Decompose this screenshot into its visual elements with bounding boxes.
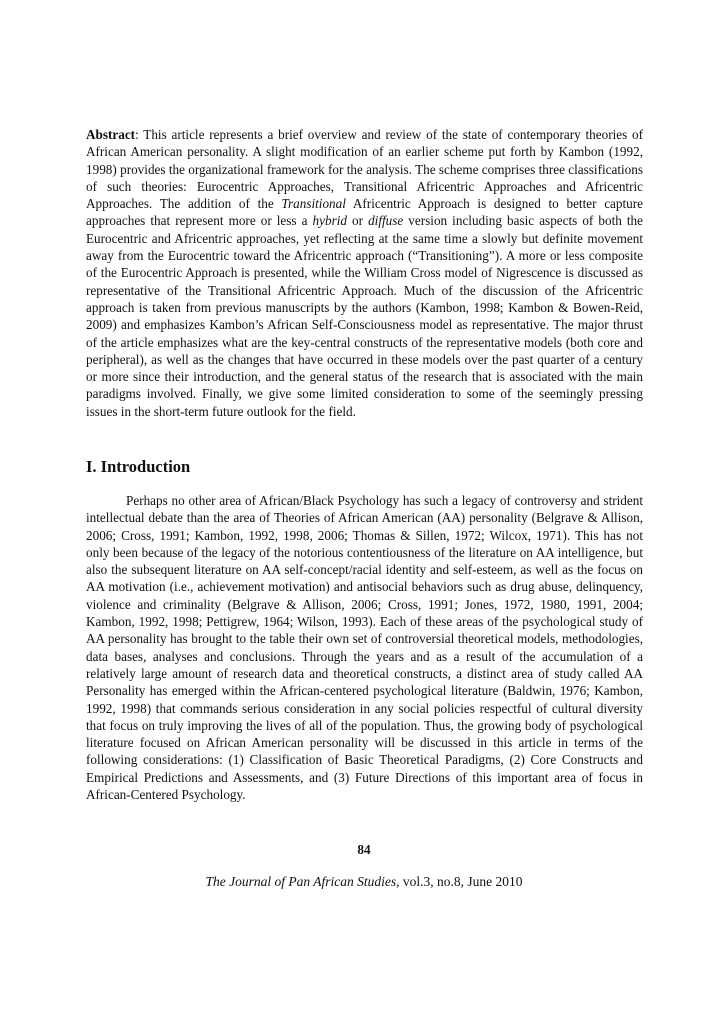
abstract-text-3: or xyxy=(346,213,369,229)
abstract-text-1: : This article represents a brief overview and review of the state of contemporary theories of African American personality. A slight modification of an earlier scheme put forth by Kambon (1992, 1998) provides the organizational framework for the analysis. The scheme comprises three classifications of such theories: Eurocentric Approaches, Transitional Africentric Approaches and Africentric Approaches. The addition of the xyxy=(86,127,643,212)
journal-details: , vol.3, no.8, June 2010 xyxy=(396,874,523,889)
introduction-paragraph: Perhaps no other area of African/Black Psychology has such a legacy of controversy and strident intellectual debate than the area of Theories of African American (AA) personality (Belgrave & Allison, 2006; Cross, 1991; Kambon, 1992, 1998, 2006; Thomas & Sillen, 1972; Wilcox, 1971). This has not only been because of the legacy of the notorious contentiousness of the literature on AA intelligence, but also the subsequent literature on AA self-concept/racial identity and self-esteem, as well as the focus on AA motivation (i.e., achievement motivation) and antisocial behaviors such as drug abuse, delinquency, violence and criminality (Belgrave & Allison, 2006; Cross, 1991; Jones, 1972, 1980, 1991, 2004; Kambon, 1992, 1998; Pettigrew, 1964; Wilson, 1993). Each of these areas of the psychological study of AA personality has brought to the table their own set of controversial theoretical models, methodologies, data bases, analyses and conclusions. Through the years and as a result of the accumulation of a relatively large amount of research data and theoretical constructs, a distinct area of study called AA Personality has emerged within the African-centered psychological literature (Baldwin, 1976; Kambon, 1992, 1998) that commands serious consideration in any social policies respectful of cultural diversity that focus on truly improving the lives of all of the population. Thus, the growing body of psychological literature focused on African American personality will be discussed in this article in terms of the following considerations: (1) Classification of Basic Theoretical Paradigms, (2) Core Constructs and Empirical Predictions and Assessments, and (3) Future Directions of this important area of focus in African-Centered Psychology. xyxy=(86,493,643,803)
section-heading: I. Introduction xyxy=(86,457,191,476)
abstract-text-4: version including basic aspects of both the Eurocentric and Africentric approaches, yet reflecting at the same time a slowly but definite movement away from the Eurocentric toward the Africentric approach (“Transitioning”). A more or less composite of the Eurocentric Approach is presented, while the William Cross model of Nigrescence is discussed as representative of the Transitional Africentric Approach. Much of the discussion of the Africentric approach is taken from previous manuscripts by the authors (Kambon, 1998; Kambon & Bowen-Reid, 2009) and emphasizes Kambon’s African Self-Consciousness model as representative. The major thrust of the article emphasizes what are the key-central constructs of the representative models (both core and peripheral), as well as the changes that have occurred in these models over the past quarter of a century or more since their introduction, and the general status of the research that is associated with the main paradigms involved. Finally, we give some limited consideration to some of the seemingly pressing issues in the short-term future outlook for the field. xyxy=(86,213,643,419)
abstract-label: Abstract xyxy=(86,127,136,142)
abstract-italic-hybrid: hybrid xyxy=(312,213,347,229)
journal-footer xyxy=(0,874,728,890)
abstract-italic-diffuse: diffuse xyxy=(368,213,404,229)
abstract-italic-transitional: Transitional xyxy=(281,196,346,212)
abstract-paragraph xyxy=(86,126,643,420)
journal-title: The Journal of Pan African Studies xyxy=(205,874,397,889)
abstract-text-2: Africentric Approach is designed to better capture approaches that represent more or less a xyxy=(86,196,644,229)
page-number: 84 xyxy=(357,842,371,857)
